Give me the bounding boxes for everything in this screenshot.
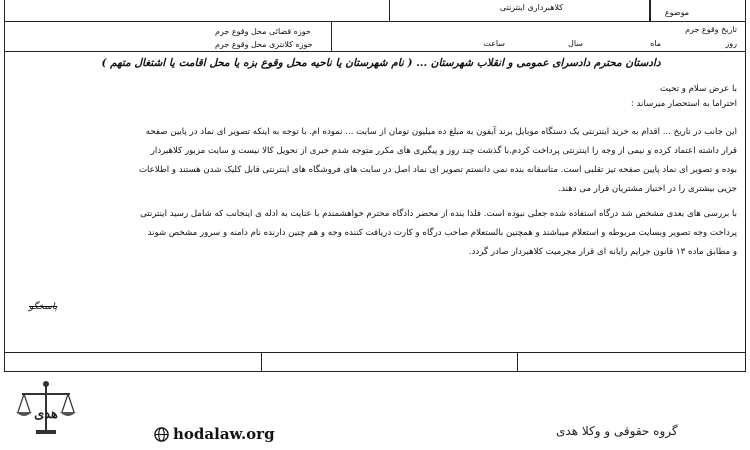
- time-label: ساعت: [483, 39, 505, 48]
- year-label: سال: [568, 39, 583, 48]
- letter-heading: دادستان محترم دادسرای عمومی و انقلاب شهرستان ... ( نام شهرستان یا ناحیه محل وقوع بزه یا محل اقامت یا اشتغال متهم ): [101, 57, 661, 69]
- footer: [0, 372, 750, 450]
- paragraph-2-line-2: پرداخت وجه تصویر وبسایت مربوطه و استعلام میباشند و همچنین بالستعلام صاحب درگاه و کارت دریافت کننده وجه و هم چنین دارنده نام دامنه و سرور مشخص شوند: [147, 228, 737, 238]
- website-link[interactable]: [154, 425, 275, 443]
- website-text[interactable]: hodalaw.org: [173, 425, 275, 443]
- scales-of-justice-logo-icon: [14, 378, 78, 442]
- subject-box: [649, 0, 745, 22]
- subject-label: موضوع: [664, 8, 689, 17]
- incident-date-label: تاریخ وقوع جرم: [685, 25, 737, 34]
- paragraph-1-line-4: جزیی بیشتری را در اختیار مشتریان قرار می دهند.: [558, 184, 737, 194]
- month-label: ماه: [650, 39, 661, 48]
- intro-line: احتراما به استحضار میرساند :: [630, 99, 737, 109]
- form-bottom-row: [5, 352, 745, 372]
- subject-value: کلاهبرداری اینترنتی: [499, 3, 563, 12]
- paragraph-2-line-1: با بررسی های بعدی مشخص شد درگاه استفاده شده جعلی نبوده است. فلذا بنده از محضر دادگاه محترم خواهشمندم با عنایت به ادله ی اینجانب که شامل رسید اینترنتی: [140, 209, 737, 219]
- signature-placeholder: پاسخگو: [29, 302, 58, 312]
- paragraph-1-line-2: قرار داشته اعتماد کرده و نیمی از وجه را اینترنتی پرداخت کردم.با گذشت چند روز و پیگیری های مکرر متوجه شدم خبری از تحویل کالا نیست و سایت مزبور کلاهبردار: [150, 146, 737, 156]
- complaint-form: [4, 0, 746, 372]
- header-row-subject: [5, 0, 745, 22]
- police-area-label: حوزه کلانتری محل وقوع جرم: [215, 40, 313, 49]
- bottom-divider-left: [261, 353, 262, 373]
- paragraph-2-line-3: و مطابق ماده ۱۳ قانون جرایم رایانه ای قرار مجرمیت کلاهبردار صادر گردد.: [468, 247, 737, 257]
- bottom-divider-right: [517, 353, 518, 373]
- paragraph-1-line-3: بوده و تصویر ای نماد پایین صفحه تیز تقلبی است. متاسفانه بنده نمی دانستم تصویر ای نماد اصل در سایت های فروشگاه های اینترنتی قابل کلیک شدن هستند و اطلاعات: [138, 165, 737, 175]
- judicial-area-label: حوزه قضائی محل وقوع جرم: [215, 27, 311, 36]
- header-divider: [331, 22, 332, 52]
- globe-icon: [154, 427, 169, 442]
- day-label: روز: [725, 39, 737, 48]
- greeting: با عرض سلام و تحیت: [660, 84, 737, 94]
- header-row-details: [5, 22, 745, 52]
- paragraph-1-line-1: این جانب در تاریخ ... اقدام به خرید اینترنتی یک دستگاه موبایل برند آیفون به مبلغ ده میلیون تومان از سایت ... نموده ام. با توجه به اینکه تصویر ای نماد در پایین صفحه: [145, 127, 737, 137]
- group-name: گروه حقوقی و وکلا هدی: [556, 424, 678, 438]
- svg-text:هدی: هدی: [34, 407, 58, 422]
